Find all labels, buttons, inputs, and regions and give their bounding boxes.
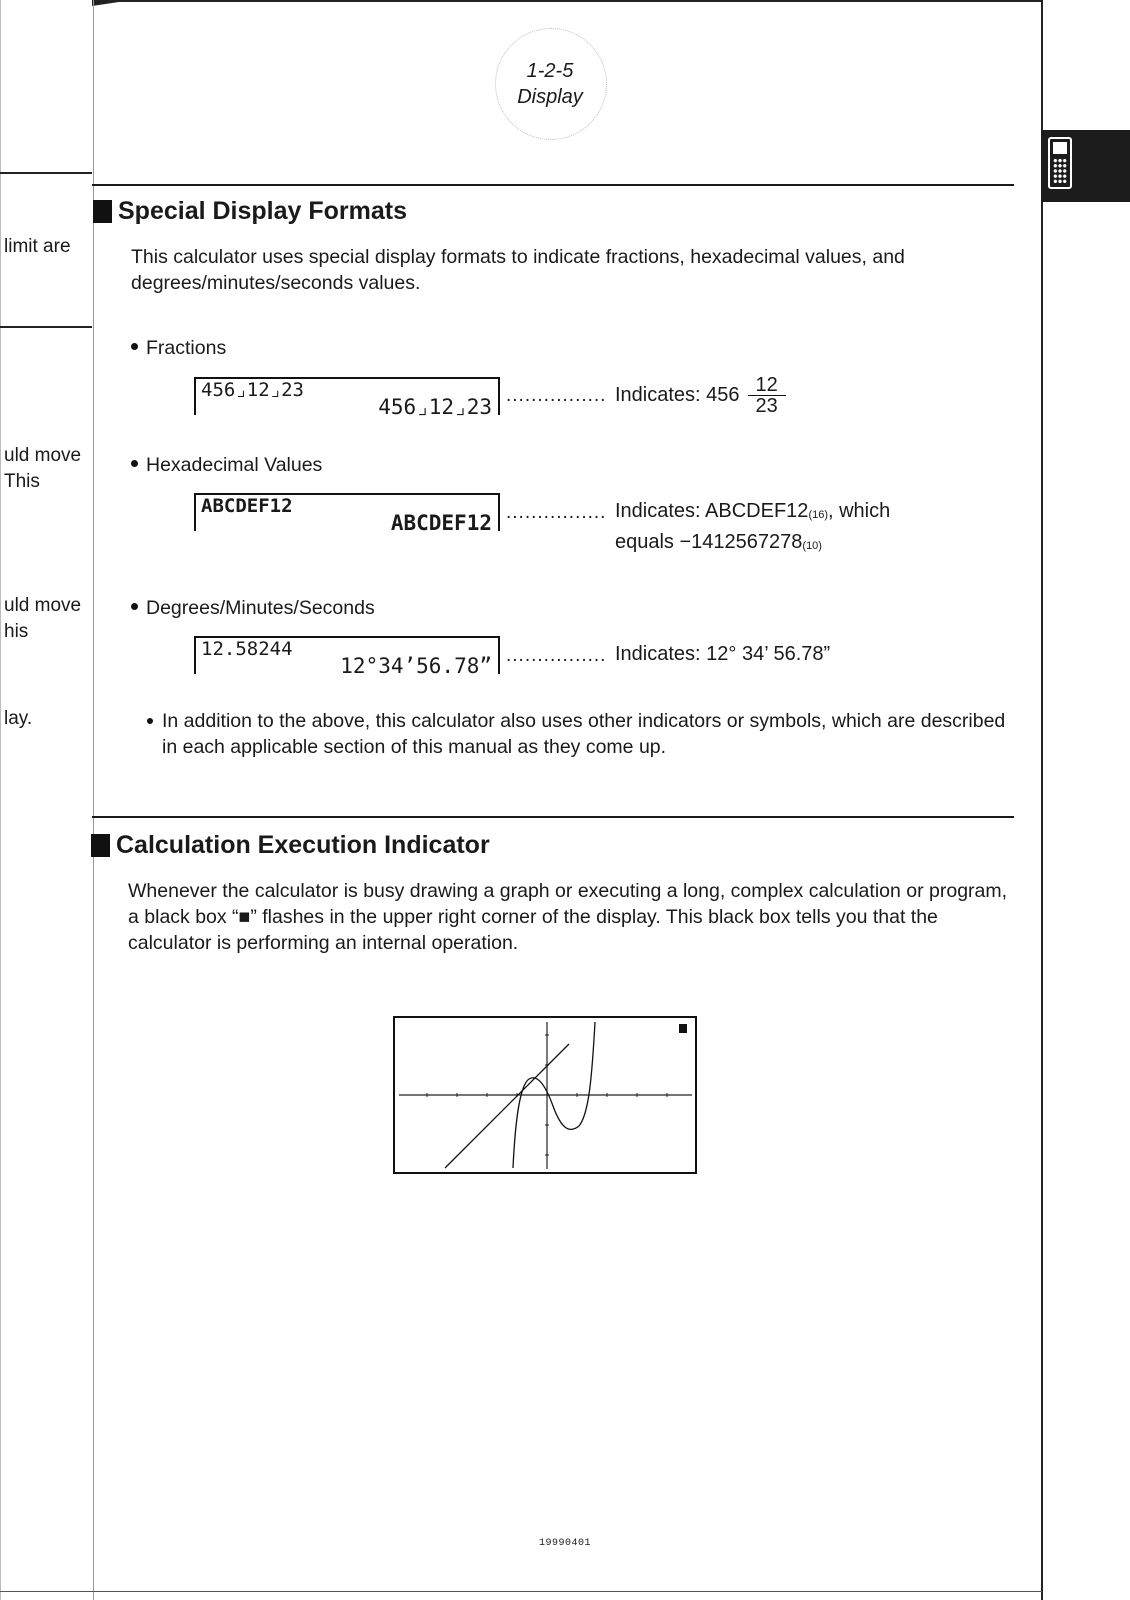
margin-fragment: This [4,471,40,492]
heading-square-icon [91,834,110,857]
denominator: 23 [755,395,778,417]
top-rule [92,0,1042,2]
note-paragraph: In addition to the above, this calculator also uses other indicators or symbols, which are described in each applicable section of this manual as they come up. [162,710,1006,758]
base-10: (10) [802,540,822,552]
bullet-dot [147,718,153,724]
lcd-display [194,377,500,419]
lcd-output: 456⌟12⌟23 [378,395,492,419]
leader-dots: ................ [506,502,607,523]
numerator: 12 [748,375,786,396]
body-paragraph: Whenever the calculator is busy drawing a graph or executing a long, complex calculation or program, a black box “■” flashes in the upper right corner of the display. This black box tells you that the calculator is performing an internal operation. [128,880,1008,954]
intro-paragraph: This calculator uses special display formats to indicate fractions, hexadecimal values, and degrees/minutes/seconds values. [131,246,905,294]
indicates-hex: Indicates: ABCDEF12 [615,500,809,522]
margin-fragment: lay. [4,708,33,729]
margin-fragment: uld move [4,595,82,616]
calculator-icon [1048,137,1072,189]
section-title: Calculation Execution Indicator [116,831,490,859]
bullet-dot [131,460,138,467]
heading-square-icon [93,200,112,223]
margin-fragment: limit are [4,236,71,257]
section-heading [91,831,490,860]
section-heading [93,197,407,226]
right-column-rule [1041,0,1043,1600]
equals-text [615,531,822,554]
busy-indicator-icon [679,1024,687,1033]
page-number: 1-2-5 [526,60,574,82]
graph-display [393,1016,698,1176]
which-text: , which [828,500,891,522]
section-rule [92,184,1014,186]
leader-dots: ................ [506,645,607,666]
bullet-dot [131,603,138,610]
header-circle [495,28,607,140]
margin-rule-2 [0,326,92,328]
indicates-text [615,375,786,416]
indicates-text [615,500,890,523]
lcd-output: 12°34’56.78” [340,654,492,678]
leader-dots: ................ [506,385,607,406]
lcd-input: 456⌟12⌟23 [201,379,304,401]
note-bullet [147,718,155,726]
indicates-prefix: Indicates: 456 [615,384,740,406]
bullet-label: Fractions [146,337,227,359]
lcd-input: 12.58244 [201,638,293,660]
bullet-item [131,597,375,620]
fraction [748,375,786,416]
section-rule [92,816,1014,818]
bullet-item [131,337,226,360]
section-name: Display [517,86,583,108]
margin-rule-1 [0,172,92,174]
left-page-edge [0,0,1,1600]
bottom-rule [0,1591,1042,1592]
section-title: Special Display Formats [118,197,408,225]
indicates-text: Indicates: 12° 34’ 56.78” [615,643,831,665]
bullet-item [131,454,322,477]
top-corner-mark [92,0,132,6]
bullet-label: Degrees/Minutes/Seconds [146,597,375,619]
lcd-output: ABCDEF12 [390,511,492,535]
lcd-display [194,493,500,535]
lcd-display [194,636,500,678]
bullet-label: Hexadecimal Values [146,454,323,476]
margin-fragment: uld move [4,445,82,466]
lcd-input: ABCDEF12 [201,495,293,517]
bullet-dot [131,343,138,350]
margin-fragment: his [4,621,29,642]
left-column-rule [93,0,94,1600]
base-16: (16) [808,509,828,521]
footer-code: 19990401 [538,1538,591,1549]
equals-value: equals −1412567278 [615,531,803,553]
